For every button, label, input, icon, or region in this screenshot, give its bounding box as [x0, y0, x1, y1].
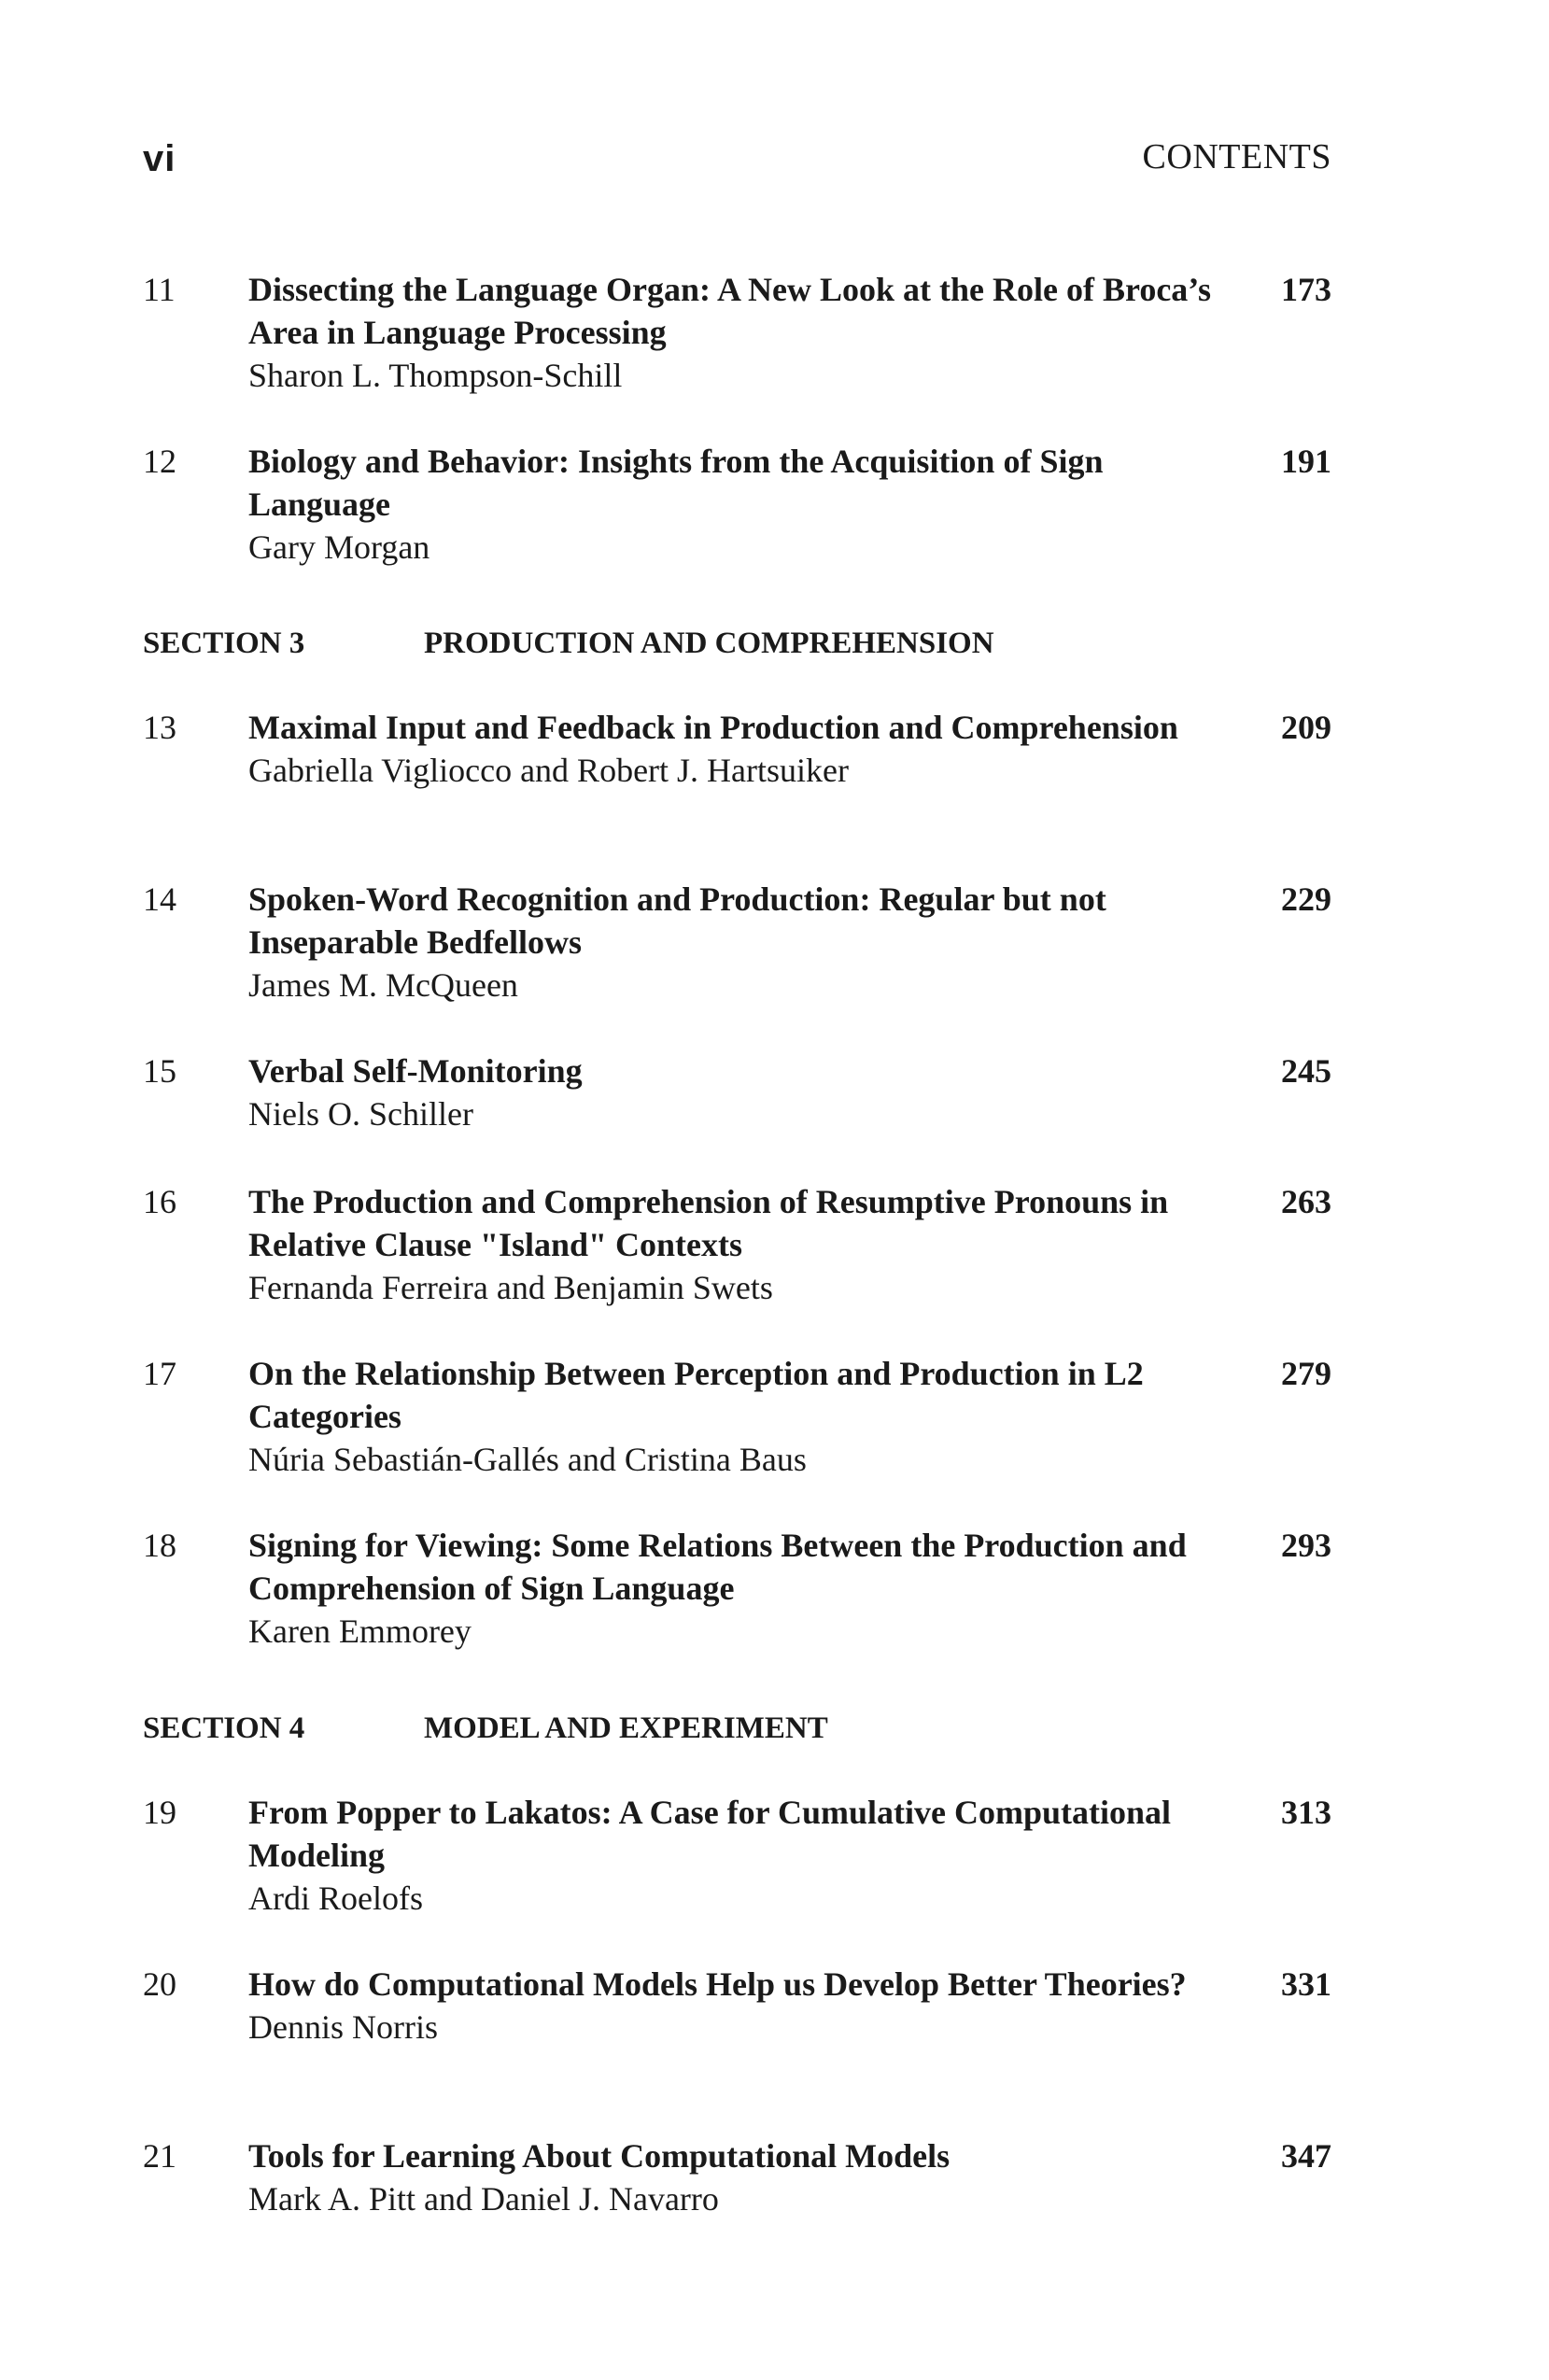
section-heading: MODEL AND EXPERIMENT	[424, 1711, 828, 1745]
chapter-page-number: 293	[1281, 1527, 1331, 1564]
chapter-authors: Karen Emmorey	[248, 1612, 472, 1650]
chapter-authors: Sharon L. Thompson-Schill	[248, 357, 623, 394]
chapter-title: How do Computational Models Help us Develop Better Theories?	[248, 1965, 1187, 2003]
chapter-number: 19	[143, 1794, 176, 1831]
chapter-title: On the Relationship Between Perception and Production in L2 Categories	[248, 1355, 1144, 1435]
chapter-number: 18	[143, 1527, 176, 1564]
running-head: CONTENTS	[1142, 137, 1331, 176]
chapter-number: 11	[143, 271, 176, 308]
chapter-title: Dissecting the Language Organ: A New Look at the Role of Broca’s Area in Language Processing	[248, 271, 1211, 351]
chapter-authors: Niels O. Schiller	[248, 1095, 473, 1133]
chapter-page-number: 191	[1281, 443, 1331, 480]
chapter-title: The Production and Comprehension of Resumptive Pronouns in Relative Clause "Island" Contexts	[248, 1183, 1169, 1263]
chapter-title: Biology and Behavior: Insights from the Acquisition of Sign Language	[248, 443, 1104, 523]
page-number: vi	[143, 138, 176, 179]
chapter-title: Maximal Input and Feedback in Production and Comprehension	[248, 709, 1178, 746]
chapter-number: 20	[143, 1965, 176, 2003]
section-label: SECTION 4	[143, 1711, 305, 1745]
section-label: SECTION 3	[143, 627, 305, 660]
section-header-3	[143, 622, 1331, 665]
chapter-authors: Gabriella Vigliocco and Robert J. Hartsuiker	[248, 752, 849, 789]
chapter-title: From Popper to Lakatos: A Case for Cumulative Computational Modeling	[248, 1794, 1172, 1874]
chapter-title: Verbal Self-Monitoring	[248, 1052, 583, 1090]
chapter-authors: Fernanda Ferreira and Benjamin Swets	[248, 1269, 773, 1306]
chapter-number: 15	[143, 1052, 176, 1090]
chapter-authors: Gary Morgan	[248, 528, 430, 566]
chapter-title: Spoken-Word Recognition and Production: Regular but not Inseparable Bedfellows	[248, 880, 1106, 961]
chapter-number: 14	[143, 880, 176, 918]
chapter-page-number: 229	[1281, 880, 1331, 918]
chapter-authors: Núria Sebastián-Gallés and Cristina Baus	[248, 1441, 807, 1478]
chapter-page-number: 331	[1281, 1965, 1331, 2003]
section-heading: PRODUCTION AND COMPREHENSION	[424, 627, 994, 660]
chapter-page-number: 263	[1281, 1183, 1331, 1220]
chapter-authors: Mark A. Pitt and Daniel J. Navarro	[248, 2180, 719, 2218]
chapter-page-number: 279	[1281, 1355, 1331, 1392]
chapter-page-number: 313	[1281, 1794, 1331, 1831]
chapter-page-number: 209	[1281, 709, 1331, 746]
chapter-number: 21	[143, 2137, 176, 2175]
chapter-number: 16	[143, 1183, 176, 1220]
chapter-number: 17	[143, 1355, 176, 1392]
chapter-authors: James M. McQueen	[248, 966, 518, 1004]
chapter-page-number: 245	[1281, 1052, 1331, 1090]
chapter-title: Tools for Learning About Computational Models	[248, 2137, 951, 2175]
chapter-page-number: 347	[1281, 2137, 1331, 2175]
chapter-page-number: 173	[1281, 271, 1331, 308]
chapter-authors: Dennis Norris	[248, 2008, 438, 2046]
chapter-number: 13	[143, 709, 176, 746]
section-header-4	[143, 1707, 1331, 1750]
table-of-contents	[143, 0, 1331, 2380]
chapter-title: Signing for Viewing: Some Relations Between the Production and Comprehension of Sign Language	[248, 1527, 1187, 1607]
chapter-number: 12	[143, 443, 176, 480]
chapter-authors: Ardi Roelofs	[248, 1880, 423, 1917]
